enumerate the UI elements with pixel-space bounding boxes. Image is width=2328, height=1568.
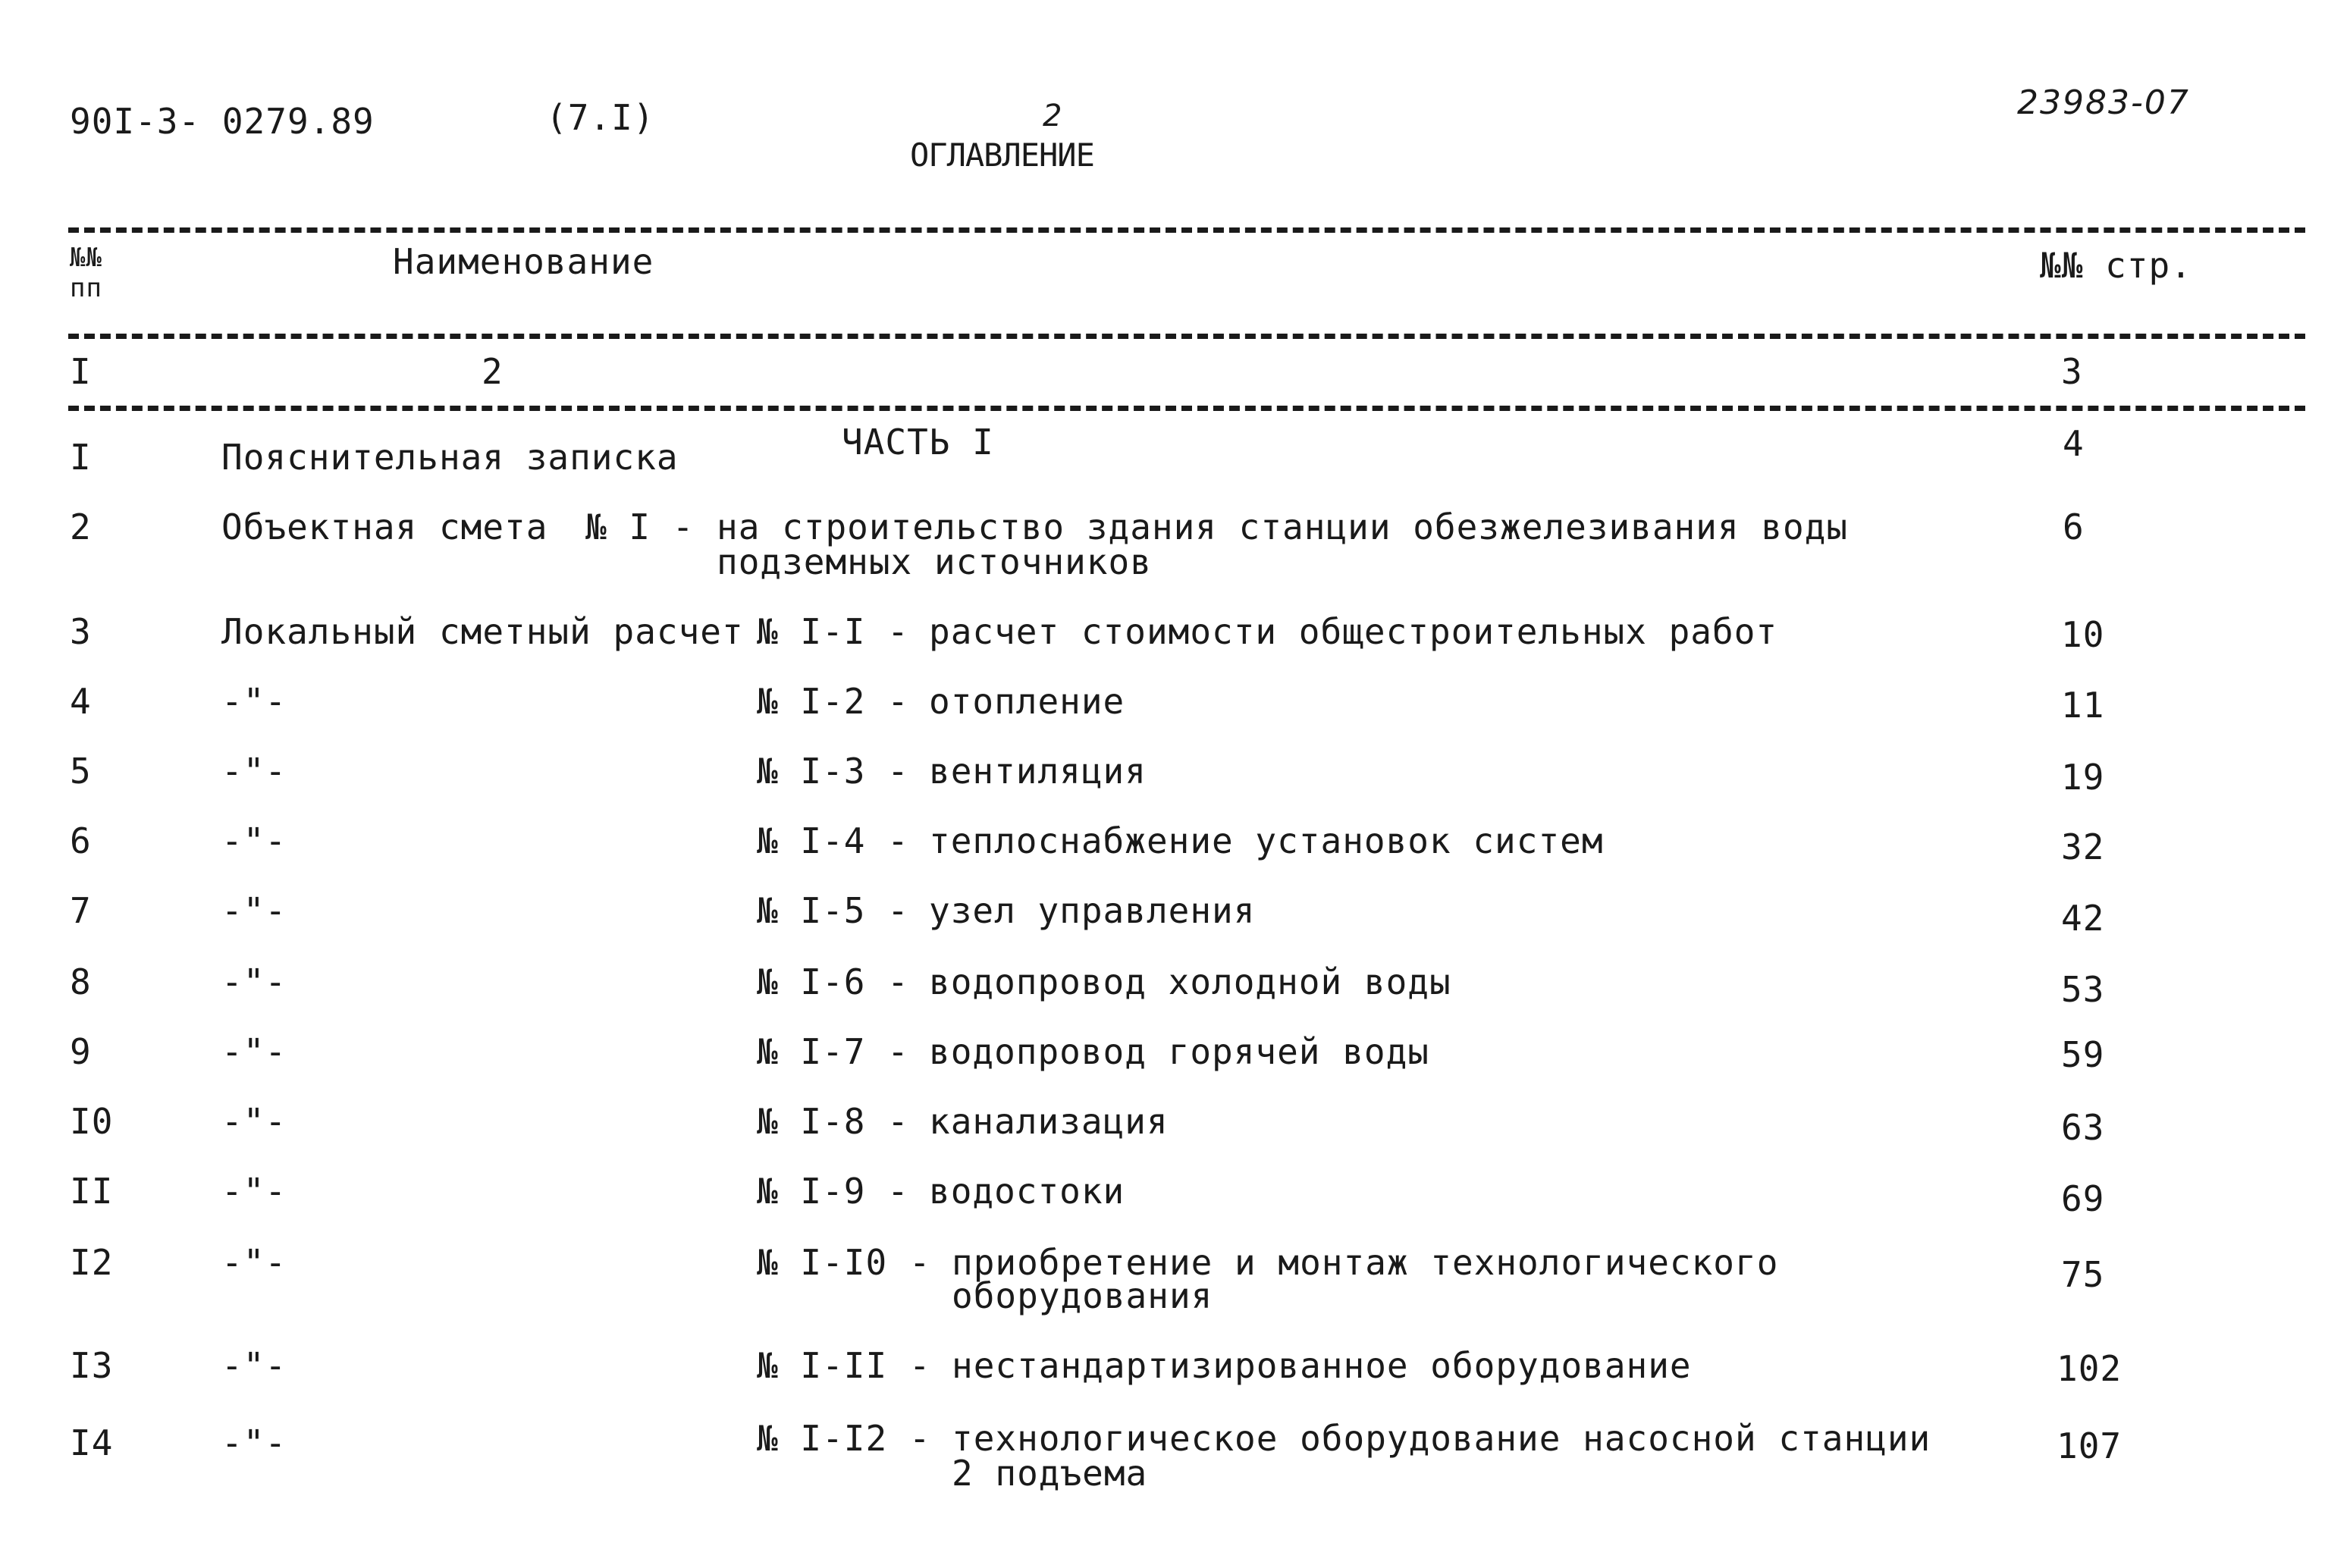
row-description-continued: подземных источников [717, 541, 1152, 582]
row-description: расчет стоимости общестроительных работ [929, 611, 1778, 652]
row-name: -"- [221, 1171, 287, 1212]
row-number: I2 [70, 1242, 114, 1283]
row-code: № I-I0 - [757, 1242, 931, 1283]
section-number: (7.I) [546, 97, 655, 138]
row-number: 3 [70, 611, 92, 652]
row-name: -"- [221, 961, 287, 1002]
row-page: 69 [2061, 1178, 2105, 1219]
row-code: № I-7 - [757, 1031, 909, 1072]
row-code: № I-I - [757, 611, 909, 652]
row-number: 6 [70, 820, 92, 861]
row-number: I0 [70, 1101, 114, 1142]
page-number: 2 [1043, 99, 1062, 133]
row-code: № I-5 - [757, 890, 909, 931]
row-page: 53 [2061, 969, 2105, 1010]
row-description: водостоки [929, 1171, 1125, 1212]
row-name: -"- [221, 1345, 287, 1386]
row-name: -"- [221, 1242, 287, 1283]
column-numbers-rule [68, 406, 2305, 411]
header-bottom-rule [68, 334, 2305, 339]
part-label: ЧАСТЬ I [842, 422, 994, 463]
row-name: -"- [221, 1101, 287, 1142]
row-number: 5 [70, 751, 92, 792]
row-description: водопровод горячей воды [929, 1031, 1429, 1072]
row-number: 7 [70, 890, 92, 931]
row-number: 8 [70, 961, 92, 1002]
row-description: технологическое оборудование насосной станции [952, 1418, 1931, 1459]
row-number: I3 [70, 1345, 114, 1386]
row-page: 19 [2061, 757, 2105, 798]
row-page: 107 [2057, 1425, 2122, 1466]
row-name: Локальный сметный расчет [221, 611, 744, 652]
row-code: № I-II - [757, 1345, 931, 1386]
row-description: на строительство здания станции обезжелезивания воды [717, 506, 1849, 547]
row-code: № I-9 - [757, 1171, 909, 1212]
row-number: II [70, 1171, 114, 1212]
row-code: № I - [585, 506, 695, 547]
row-number: 2 [70, 506, 92, 547]
row-page: 6 [2063, 506, 2085, 547]
column-number-2: 2 [482, 351, 504, 392]
row-name: Объектная смета [221, 506, 548, 547]
row-description: узел управления [929, 890, 1256, 931]
row-code: № I-3 - [757, 751, 909, 792]
row-page: 11 [2061, 685, 2105, 726]
row-code: № I-8 - [757, 1101, 909, 1142]
row-description: нестандартизированное оборудование [952, 1345, 1692, 1386]
row-code: № I-4 - [757, 820, 909, 861]
row-description: канализация [929, 1101, 1169, 1142]
row-number: 9 [70, 1031, 92, 1072]
archive-stamp: 23983-07 [2017, 83, 2190, 122]
row-number: 4 [70, 681, 92, 722]
page-title: ОГЛАВЛЕНИЕ [910, 136, 1094, 174]
row-name: -"- [221, 890, 287, 931]
row-page: 42 [2061, 898, 2105, 939]
row-page: 102 [2057, 1348, 2122, 1389]
row-page: 10 [2061, 614, 2105, 655]
row-description: вентиляция [929, 751, 1147, 792]
row-name: -"- [221, 751, 287, 792]
row-name: -"- [221, 820, 287, 861]
row-name: Пояснительная записка [221, 437, 679, 478]
row-code: № I-2 - [757, 681, 909, 722]
column-header-page: №№ стр. [2040, 245, 2192, 286]
row-description: водопровод холодной воды [929, 961, 1451, 1002]
row-description: приобретение и монтаж технологического [952, 1242, 1779, 1283]
row-name: -"- [221, 1031, 287, 1072]
row-page: 75 [2061, 1254, 2105, 1295]
row-page: 4 [2063, 423, 2085, 464]
row-name: -"- [221, 681, 287, 722]
row-number: I4 [70, 1422, 114, 1463]
row-description-continued: оборудования [952, 1275, 1213, 1316]
column-header-name: Наименование [393, 241, 654, 282]
column-number-1: I [70, 351, 92, 392]
row-number: I [70, 437, 92, 478]
document-code: 90I-3- 0279.89 [70, 101, 375, 142]
row-code: № I-6 - [757, 961, 909, 1002]
column-number-3: 3 [2061, 351, 2083, 392]
row-page: 32 [2061, 826, 2105, 867]
row-page: 59 [2061, 1034, 2105, 1075]
row-description-continued: 2 подъема [952, 1453, 1148, 1494]
row-description: отопление [929, 681, 1125, 722]
table-top-rule [68, 227, 2305, 233]
column-header-number: №№ пп [70, 243, 102, 303]
row-page: 63 [2061, 1107, 2105, 1148]
row-name: -"- [221, 1422, 287, 1463]
row-description: теплоснабжение установок систем [929, 820, 1604, 861]
row-code: № I-I2 - [757, 1418, 931, 1459]
